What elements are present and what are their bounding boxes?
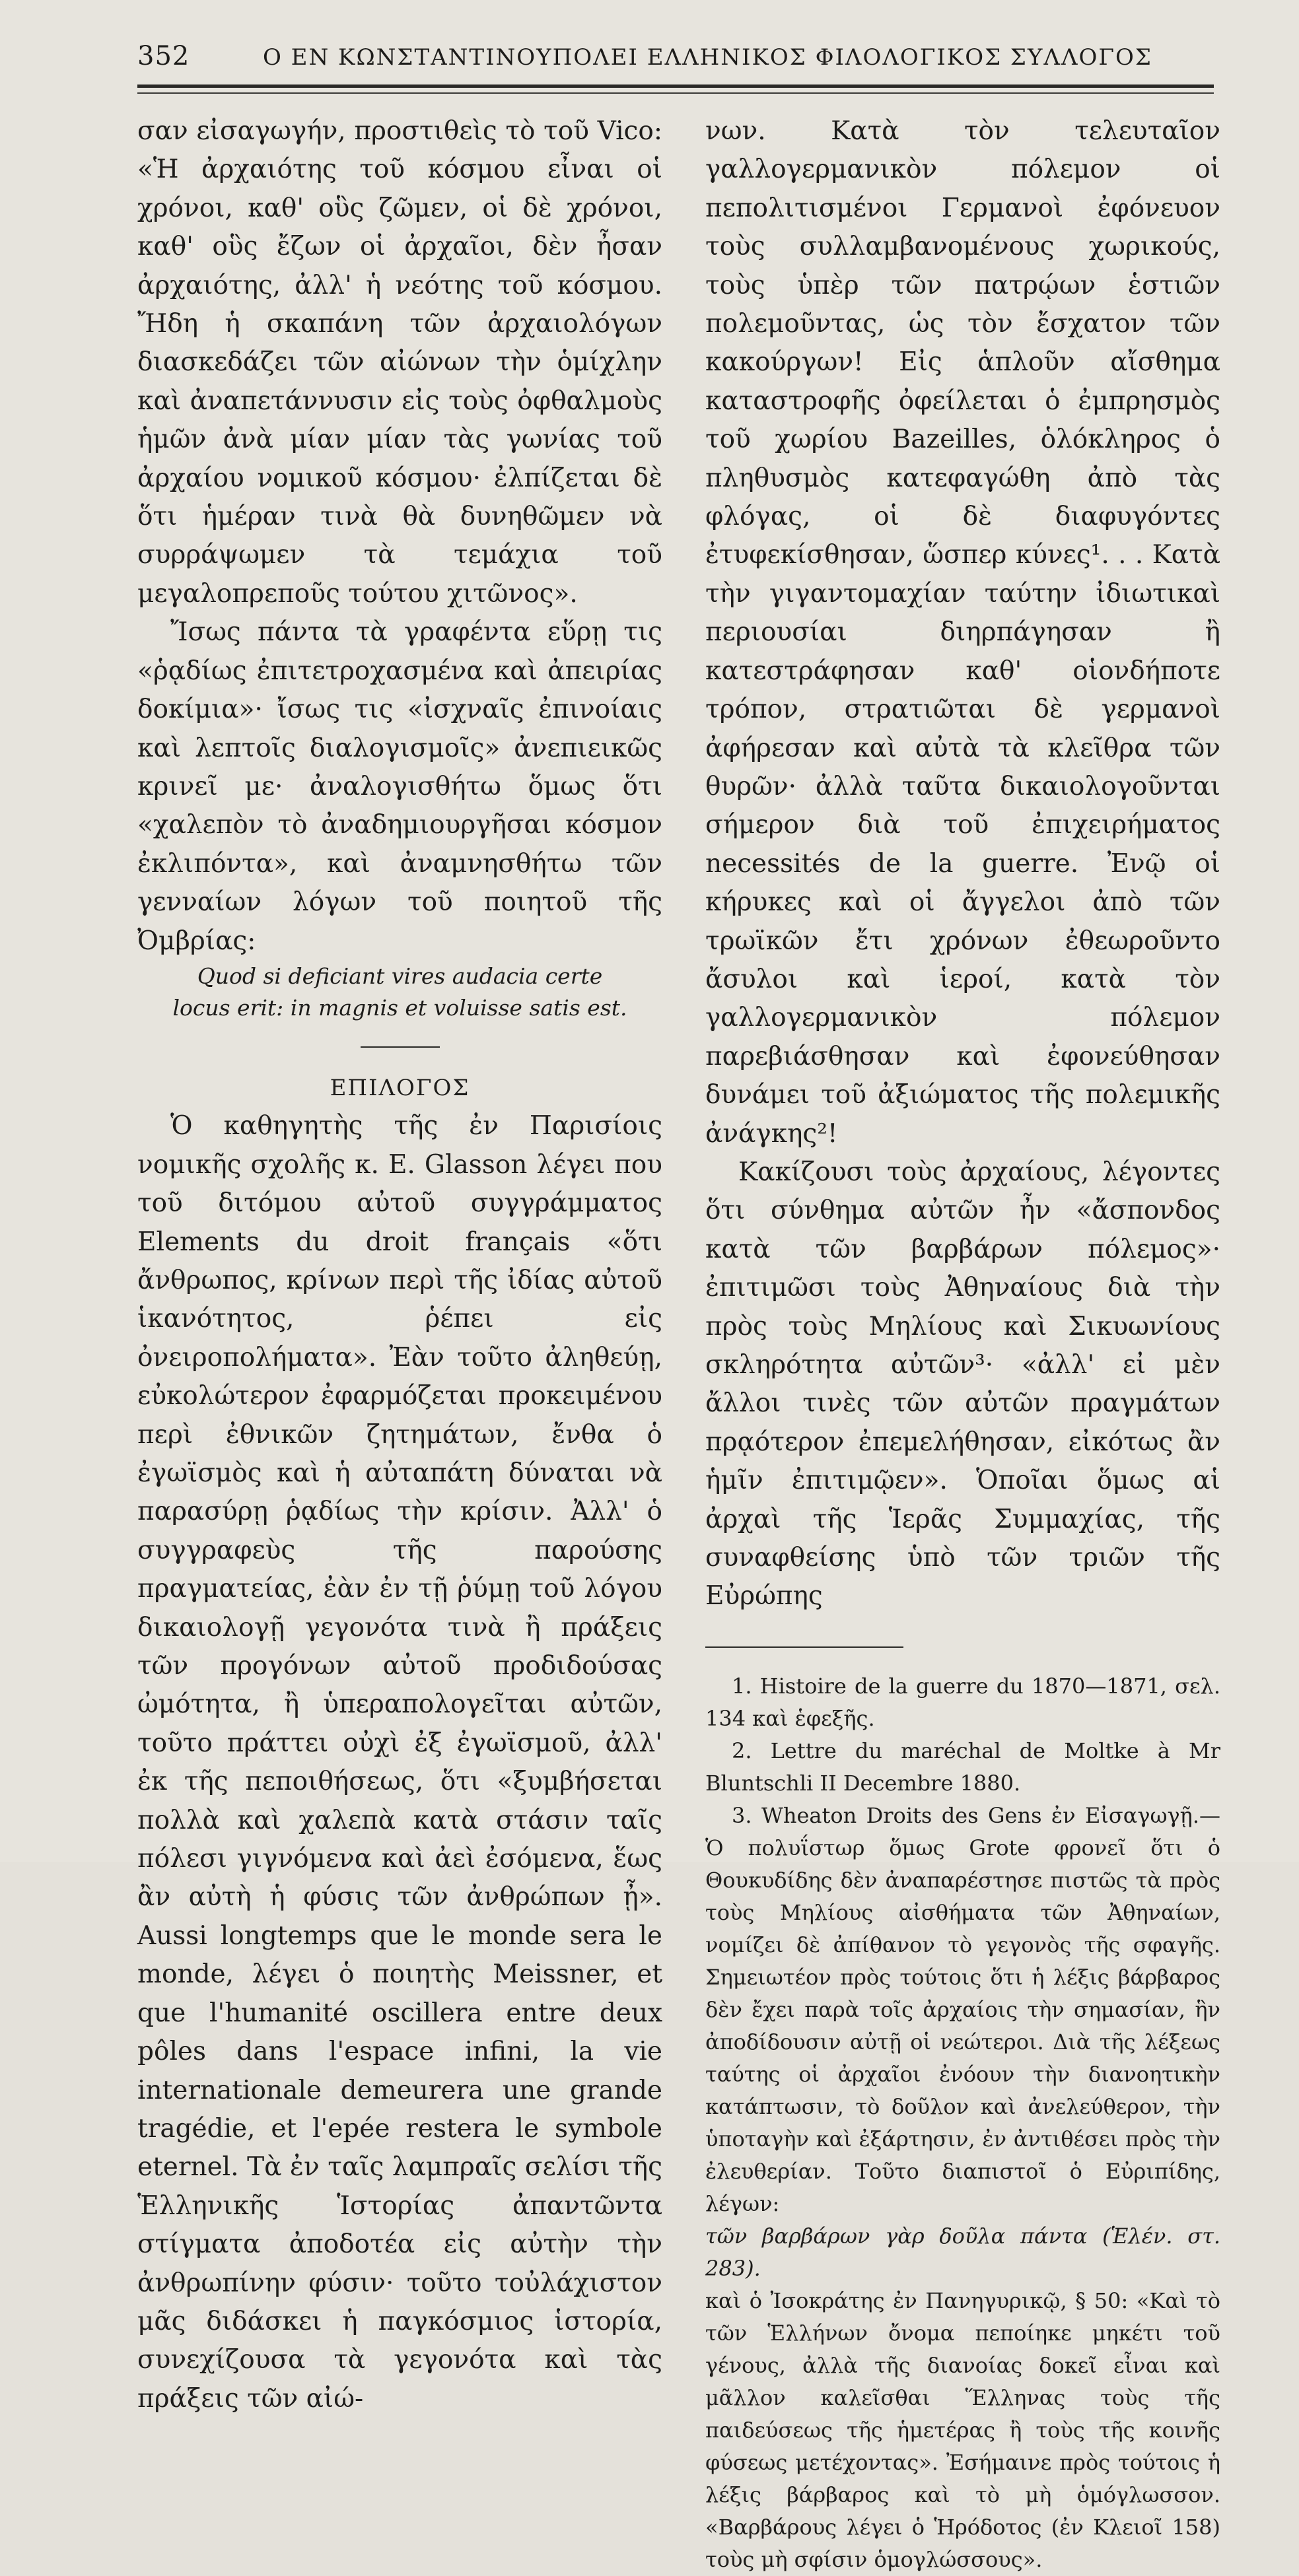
- header-rule-thin: [137, 92, 1214, 94]
- section-divider: [361, 1046, 440, 1048]
- verse-line: Quod si deficiant vires audacia certe: [197, 963, 603, 989]
- section-title: ΕΠΙΛΟΓΟΣ: [330, 1074, 470, 1101]
- verse-quote: [137, 961, 662, 1024]
- verse-line: locus erit: in magnis et voluisse satis est.: [172, 994, 627, 1021]
- running-title: Ο ΕΝ ΚΩΝΣΤΑΝΤΙΝΟΥΠΟΛΕΙ ΕΛΛΗΝΙΚΟΣ ΦΙΛΟΛΟΓΙΚΟΣ ΣΥΛΛΟΓΟΣ: [263, 44, 1152, 71]
- footnote: 1. Histoire de la guerre du 1870—1871, σελ. 134 καὶ ἑφεξῆς.: [705, 1673, 1220, 1731]
- body-paragraph: Ἴσως πάντα τὰ γραφέντα εὕρῃ τις «ῥᾳδίως ἐπιτετροχασμένα καὶ ἀπειρίας δοκίμια»· ἴσως τις «ἰσχναῖς ἐπινοίαις καὶ λεπτοῖς διαλογισμοῖς» ἀνεπιεικῶς κρινεῖ με· ἀναλογισθήτω ὅμως ὅτι «χαλεπὸν τὸ ἀναδημιουργῆσαι κόσμον ἐκλιπόντα», καὶ ἀναμνησθήτω τῶν γενναίων λόγων τοῦ ποιητοῦ τῆς Ὀμβρίας:: [137, 617, 662, 956]
- page-header: [137, 41, 1214, 81]
- body-paragraph: νων. Κατὰ τὸν τελευταῖον γαλλογερμανικὸν πόλεμον οἱ πεπολιτισμένοι Γερμανοὶ ἐφόνευον τοὺς συλλαμβανομένους χωρικούς, τοὺς ὑπὲρ τῶν πατρῴων ἑστιῶν πολεμοῦντας, ὡς τὸν ἔσχατον τῶν κακούργων! Εἰς ἁπλοῦν αἴσθημα καταστροφῆς ὀφείλεται ὁ ἐμπρησμὸς τοῦ χωρίου Bazeilles, ὁλόκληρος ὁ πληθυσμὸς κατεφαγώθη ἀπὸ τὰς φλόγας, οἱ δὲ διαφυγόντες ἐτυφεκίσθησαν, ὥσπερ κύνες¹. . . Κατὰ τὴν γιγαντομαχίαν ταύτην ἰδιωτικαὶ περιουσίαι διηρπάγησαν ἢ κατεστράφησαν καθ' οἱονδήποτε τρόπον, στρατιῶται δὲ γερμανοὶ ἀφήρεσαν καὶ αὐτὰ τὰ κλεῖθρα τῶν θυρῶν· ἀλλὰ ταῦτα δικαιολογοῦνται σήμερον διὰ τοῦ ἐπιχειρήματος necessités de la guerre. Ἐνῷ οἱ κήρυκες καὶ οἱ ἄγγελοι ἀπὸ τῶν τρωϊκῶν ἔτι χρόνων ἐθεωροῦντο ἄσυλοι καὶ ἱεροί, κατὰ τὸν γαλλογερμανικὸν πόλεμον παρεβιάσθησαν καὶ ἐφονεύθησαν δυνάμει τοῦ ἀξιώματος τῆς πολεμικῆς ἀνάγκης²!: [705, 116, 1220, 1149]
- page-number: 352: [137, 41, 190, 71]
- body-paragraph: Κακίζουσι τοὺς ἀρχαίους, λέγοντες ὅτι σύνθημα αὐτῶν ἦν «ἄσπονδος κατὰ τῶν βαρβάρων πόλεμος»· ἐπιτιμῶσι τοὺς Ἀθηναίους διὰ τὴν πρὸς τοὺς Μηλίους καὶ Σικυωνίους σκληρότητα αὐτῶν³· «ἀλλ' εἰ μὲν ἄλλοι τινὲς τῶν αὐτῶν πραγμάτων πρᾳότερον ἐπεμελήθησαν, εἰκότως ἂν ἡμῖν ἐπιτιμῷεν». Ὁποῖαι ὅμως αἱ ἀρχαὶ τῆς Ἱερᾶς Συμμαχίας, τῆς συναφθείσης ὑπὸ τῶν τριῶν τῆς Εὐρώπης: [705, 1157, 1220, 1611]
- header-rule: [137, 85, 1214, 88]
- left-column: [137, 112, 662, 2418]
- footnote: 2. Lettre du maréchal de Moltke à Mr Bluntschli II Decembre 1880.: [705, 1738, 1220, 1796]
- footnote-quote: τῶν βαρβάρων γὰρ δοῦλα πάντα (Ἑλέν. στ. 283).: [705, 2223, 1220, 2281]
- body-paragraph: σαν εἰσαγωγήν, προστιθεὶς τὸ τοῦ Vico: «Ἡ ἀρχαιότης τοῦ κόσμου εἶναι οἱ χρόνοι, καθ' οὓς ζῶμεν, οἱ δὲ χρόνοι, καθ' οὓς ἔζων οἱ ἀρχαῖοι, δὲν ἦσαν ἀρχαιότης, ἀλλ' ἡ νεότης τοῦ κόσμου. Ἤδη ἡ σκαπάνη τῶν ἀρχαιολόγων διασκεδάζει τῶν αἰώνων τὴν ὁμίχλην καὶ ἀναπετάννυσιν εἰς τοὺς ὀφθαλμοὺς ἡμῶν ἀνὰ μίαν μίαν τὰς γωνίας τοῦ ἀρχαίου νομικοῦ κόσμου· ἐλπίζεται δὲ ὅτι ἡμέραν τινὰ θὰ δυνηθῶμεν νὰ συρράψωμεν τὰ τεμάχια τοῦ μεγαλοπρεποῦς τούτου χιτῶνος».: [137, 116, 662, 609]
- right-column: [705, 112, 1220, 2576]
- footnote: καὶ ὁ Ἰσοκράτης ἐν Πανηγυρικῷ, § 50: «Καὶ τὸ τῶν Ἑλλήνων ὄνομα πεποίηκε μηκέτι τοῦ γένους, ἀλλὰ τῆς διανοίας δοκεῖ εἶναι καὶ μᾶλλον καλεῖσθαι Ἕλληνας τοὺς τῆς παιδεύσεως τῆς ἡμετέρας ἢ τοὺς τῆς κοινῆς φύσεως μετέχοντας». Ἐσήμαινε πρὸς τούτοις ἡ λέξις βάρβαρος καὶ τὸ μὴ ὁμόγλωσσον. «Βαρβάρους λέγει ὁ Ἡρόδοτος (ἐν Κλειοῖ 158) τοὺς μὴ σφίσιν ὁμογλώσσους».: [705, 2288, 1220, 2572]
- footnotes: [705, 1670, 1220, 2576]
- footnote-divider: [705, 1646, 903, 1648]
- footnote: 3. Wheaton Droits des Gens ἐν Εἰσαγωγῇ.—Ὁ πολυΐστωρ ὅμως Grote φρονεῖ ὅτι ὁ Θουκυδίδης δὲν ἀναπαρέστησε πιστῶς τὰ πρὸς τοὺς Μηλίους αἰσθήματα τῶν Ἀθηναίων, νομίζει δὲ ἀπίθανον τὸ γεγονὸς τῆς σφαγῆς. Σημειωτέον πρὸς τούτοις ὅτι ἡ λέξις βάρβαρος δὲν ἔχει παρὰ τοῖς ἀρχαίοις τὴν σημασίαν, ἣν ἀποδίδουσιν αὐτῇ οἱ νεώτεροι. Διὰ τῆς λέξεως ταύτης οἱ ἀρχαῖοι ἐνόουν τὴν διανοητικὴν κατάπτωσιν, τὸ δοῦλον καὶ ἀνελεύθερον, τὴν ὑποταγὴν καὶ ἐξάρτησιν, ἐν ἀντιθέσει πρὸς τὴν ἐλευθερίαν. Τοῦτο διαπιστοῖ ὁ Εὐριπίδης, λέγων:: [705, 1802, 1220, 2216]
- body-paragraph: Ὁ καθηγητὴς τῆς ἐν Παρισίοις νομικῆς σχολῆς κ. E. Glasson λέγει που τοῦ διτόμου αὐτοῦ συγγράμματος Elements du droit français «ὅτι ἄνθρωπος, κρίνων περὶ τῆς ἰδίας αὐτοῦ ἱκανότητος, ῥέπει εἰς ὀνειροπολήματα». Ἐὰν τοῦτο ἀληθεύῃ, εὐκολώτερον ἐφαρμόζεται προκειμένου περὶ ἐθνικῶν ζητημάτων, ἔνθα ὁ ἐγωϊσμὸς καὶ ἡ αὐταπάτη δύναται νὰ παρασύρῃ ῥᾳδίως τὴν κρίσιν. Ἀλλ' ὁ συγγραφεὺς τῆς παρούσης πραγματείας, ἐὰν ἐν τῇ ῥύμῃ τοῦ λόγου δικαιολογῇ γεγονότα τινὰ ἢ πράξεις τῶν προγόνων αὐτοῦ προδιδούσας ὠμότητα, ἢ ὑπεραπολογεῖται αὐτῶν, τοῦτο πράττει οὐχὶ ἐξ ἐγωϊσμοῦ, ἀλλ' ἐκ τῆς πεποιθήσεως, ὅτι «ξυμβήσεται πολλὰ καὶ χαλεπὰ κατὰ στάσιν ταῖς πόλεσι γιγνόμενα καὶ ἀεὶ ἐσόμενα, ἕως ἂν αὐτὴ ἡ φύσις τῶν ἀνθρώπων ᾖ». Aussi longtemps que le monde sera le monde, λέγει ὁ ποιητὴς Meissner, et que l'humanité oscillera entre deux pôles dans l'espace infini, la vie internationale demeurera une grande tragédie, et l'epée restera le symbole eternel. Τὰ ἐν ταῖς λαμπραῖς σελίσι τῆς Ἑλληνικῆς Ἱστορίας ἀπαντῶντα στίγματα ἀποδοτέα εἰς αὐτὴν τὴν ἀνθρωπίνην φύσιν· τοῦτο τοὐλάχιστον μᾶς διδάσκει ἡ παγκόσμιος ἱστορία, συνεχίζουσα τὰ γεγονότα καὶ τὰς πράξεις τῶν αἰώ-: [137, 1111, 662, 2414]
